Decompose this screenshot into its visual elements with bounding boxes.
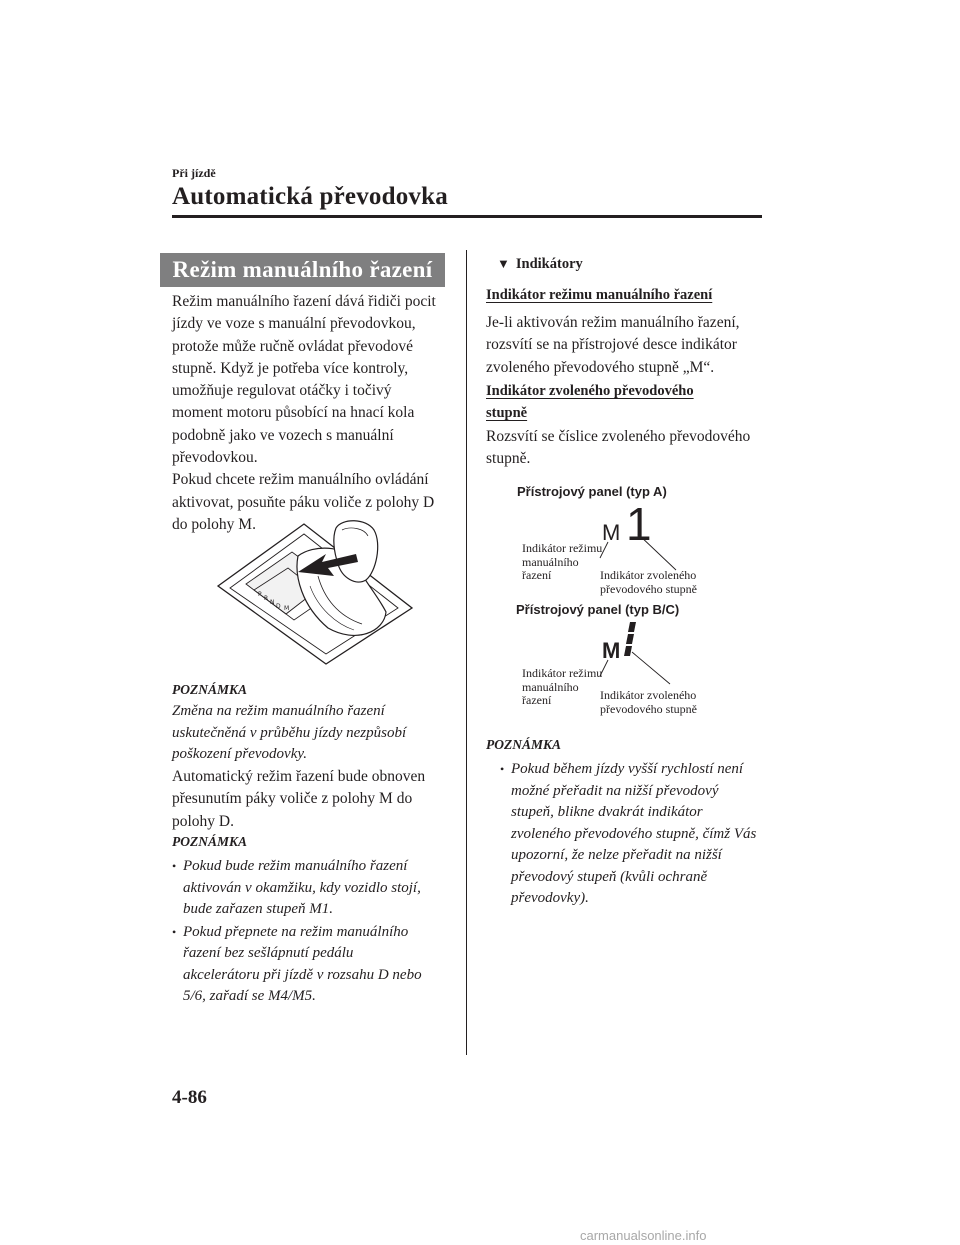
gear-paragraph [486, 426, 771, 471]
gear-indicator-heading [486, 380, 771, 424]
diagram-bc-mode-label [522, 667, 602, 708]
note-line: Pokud bude režim manuálního řazení [183, 858, 408, 874]
label-line: manuálního [522, 554, 579, 569]
page-number: 4-86 [172, 1087, 207, 1108]
note-bullet-item [172, 856, 450, 921]
restore-paragraph [172, 766, 450, 833]
gear-line: Rozsvítí se číslice zvoleného převodového [486, 428, 751, 445]
diagram-bc-gear-label [600, 689, 697, 716]
label-line: Indikátor zvoleného [600, 688, 697, 702]
label-line: manuálního [522, 679, 579, 694]
gear-number-glyph: 1 [626, 500, 652, 550]
section-banner: Režim manuálního řazení [160, 253, 445, 287]
gear-segment [628, 622, 636, 632]
gear-line: stupně. [486, 450, 531, 468]
m-indicator-glyph: M [602, 520, 621, 545]
intro-line: Pokud chcete režim manuálního ovládání [172, 471, 429, 489]
restore-line: Automatický režim řazení bude obnoven [172, 768, 426, 785]
gate-letter: P [258, 591, 262, 598]
diagram-a-mode-label [522, 542, 602, 583]
intro-line: podobně jako ve vozech s manuální [172, 426, 394, 444]
triangle-down-icon: ▼ [497, 256, 510, 271]
gear-segment [624, 646, 632, 656]
note-heading: POZNÁMKA [486, 737, 562, 752]
intro-line: moment motoru působící na hnací kola [172, 404, 415, 422]
intro-line: stupně. Když je potřeba více kontroly, [172, 359, 409, 377]
intro-line: převodovkou. [172, 449, 258, 467]
note-heading: POZNÁMKA [172, 682, 248, 697]
note-line: zvoleného převodového stupně, čímž Vás [511, 825, 757, 842]
diagram-bc-display [596, 618, 716, 694]
gear-segment [626, 634, 634, 644]
gate-letter: D [276, 603, 281, 610]
note-line: Pokud přepnete na režim manuálního [183, 923, 409, 940]
watermark: carmanualsonline.info [580, 1228, 707, 1243]
note-block-2 [172, 834, 450, 1009]
manual-mode-line: rozsvítí se na přístrojové desce indikátor [486, 336, 737, 354]
note-line: 5/6, zařadí se M4/M5. [183, 988, 316, 1004]
column-divider [466, 250, 467, 1055]
gate-letter: R [264, 595, 269, 602]
manual-mode-line: Je-li aktivován režim manuálního řazení, [486, 314, 740, 331]
restore-line: polohy D. [172, 812, 234, 830]
note-line: řazení bez sešlápnutí pedálu [183, 945, 354, 961]
bullet-glyph: • [500, 762, 505, 776]
m-indicator-glyph: M [602, 638, 621, 663]
label-line: Indikátor režimu [522, 541, 603, 555]
note-heading: POZNÁMKA [172, 834, 248, 849]
note-bullet-item [500, 759, 771, 910]
note-line: akcelerátoru při jízdě v rozsahu D nebo [183, 966, 422, 983]
label-line: řazení [522, 693, 552, 707]
note-block-1 [172, 682, 450, 766]
manual-mode-indicator-heading: Indikátor režimu manuálního řazení [486, 287, 713, 303]
bullet-glyph: • [172, 924, 177, 939]
section-label: Při jízdě [172, 166, 216, 180]
label-line: Indikátor režimu [522, 666, 603, 680]
note-line: aktivován v okamžiku, kdy vozidlo stojí, [183, 879, 421, 896]
note-line: stupeň, blikne dvakrát indikátor [511, 804, 703, 820]
intro-line: umožňuje regulovat otáčky i točivý [172, 382, 392, 400]
note-block-3 [486, 737, 771, 911]
label-line: Indikátor zvoleného [600, 568, 697, 582]
diagram-a-gear-label [600, 569, 697, 596]
note-line: převodový stupeň (kvůli ochraně [511, 868, 708, 885]
label-line: řazení [522, 568, 552, 582]
gate-letter: M [284, 605, 290, 612]
intro-line: Režim manuálního řazení dává řidiči pocit [172, 293, 436, 310]
manual-mode-line: zvoleného převodového stupně „M“. [486, 358, 715, 376]
note-line: upozorní, že nelze přeřadit na nižší [511, 847, 722, 863]
bullet-glyph: • [172, 859, 177, 873]
intro-paragraph [172, 291, 450, 536]
manual-mode-paragraph [486, 312, 771, 379]
intro-line: protože může ručně ovládat převodové [172, 337, 414, 355]
indicators-heading [497, 256, 583, 273]
note-line: možné přeřadit na nižší převodový [511, 782, 719, 799]
intro-line: do polohy M. [172, 515, 256, 533]
note-line: bude zařazen stupeň M1. [183, 901, 333, 917]
note-line: uskutečněná v průběhu jízdy nezpůsobí [172, 724, 407, 741]
page-title: Automatická převodovka [172, 183, 448, 210]
diagram-bc-title: Přístrojový panel (typ B/C) [516, 602, 680, 617]
intro-line: aktivovat, posuňte páku voliče z polohy D [172, 493, 435, 511]
gate-letter: N [270, 599, 275, 606]
label-line: převodového stupně [600, 581, 697, 596]
note-line: poškození převodovky. [172, 746, 307, 762]
note-line: Změna na režim manuálního řazení [172, 703, 385, 719]
title-rule [172, 215, 762, 218]
intro-line: jízdy ve voze s manuální převodovkou, [172, 315, 416, 333]
gear-heading-line: Indikátor zvoleného převodového [486, 383, 694, 399]
note-bullet-item [172, 922, 450, 1008]
shift-lever-illustration [206, 516, 414, 666]
gear-heading-line: stupně [486, 405, 528, 421]
note-line: Pokud během jízdy vyšší rychlostí není [511, 761, 744, 777]
diagram-a-title: Přístrojový panel (typ A) [517, 484, 667, 499]
indicators-heading-text: Indikátory [515, 256, 583, 272]
note-line: převodovky). [511, 890, 589, 906]
label-line: převodového stupně [600, 701, 697, 716]
restore-line: přesunutím páky voliče z polohy M do [172, 790, 413, 808]
